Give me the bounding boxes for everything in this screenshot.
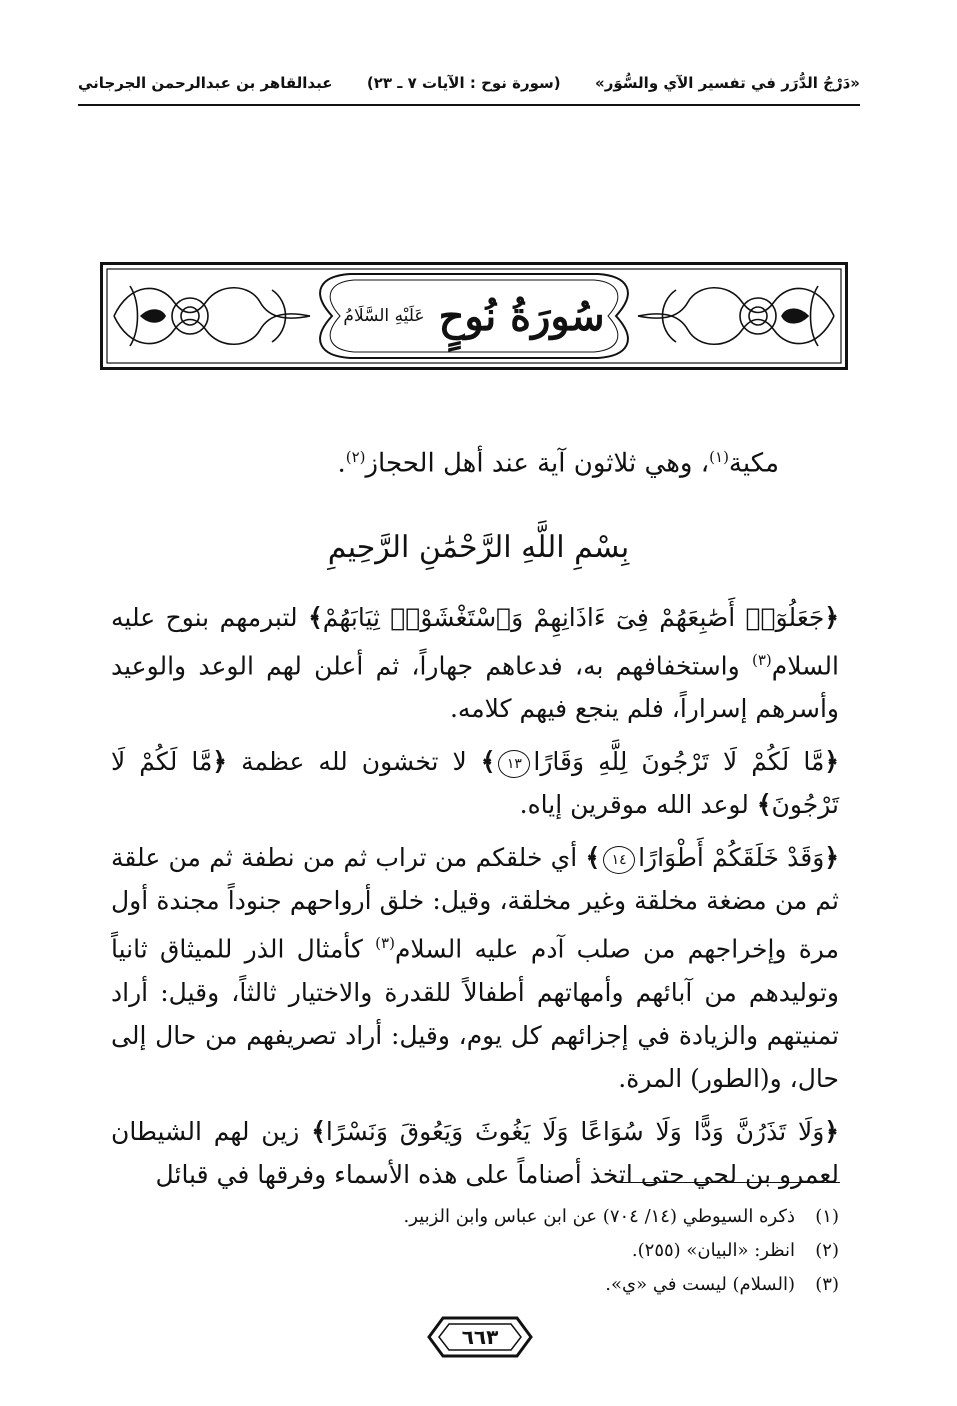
footnote-number: (٣) <box>815 1274 839 1295</box>
footnote-number: (١) <box>815 1206 839 1227</box>
quran-verse: مَّا لَكُمْ لَا تَرْجُونَ لِلَّهِ وَقَارًا <box>533 747 825 777</box>
footnote-rule <box>620 1182 840 1183</box>
quran-bracket-open: ﴿ <box>824 603 839 632</box>
intro-word: مكية <box>728 448 779 479</box>
quran-bracket-close: ﴾ <box>585 843 601 873</box>
footnote-text: (السلام) ليست في «ي». <box>605 1274 795 1295</box>
footnote-ref: (٣) <box>375 934 395 953</box>
quran-verse: جَعَلُوٓا۟ أَصَٰبِعَهُمْ فِىٓ ءَاذَانِهِمْ وَٱسْتَغْشَوْا۟ ثِيَابَهُمْ <box>322 603 825 632</box>
quran-verse: مَّا لَكُمْ لَا تَرْجُونَ <box>111 747 839 820</box>
quran-bracket-close: ﴾ <box>311 1116 326 1146</box>
paragraph <box>111 596 839 730</box>
quran-bracket-close: ﴾ <box>756 790 772 820</box>
quran-verse: وَلَا تَذَرُنَّ وَدًّا وَلَا سُوَاعًا وَلَا يَغُوثَ وَيَعُوقَ وَنَسْرًا <box>325 1116 825 1146</box>
page-number-ornament <box>425 1312 535 1362</box>
header-surah-range: (سورة نوح : الآيات ٧ ـ ٢٣) <box>366 74 561 92</box>
header-rule <box>78 104 860 106</box>
ayah-number: ١٣ <box>498 750 530 778</box>
commentary-text: كأمثال الذر للميثاق ثانياً وتوليدهم من آبائهم وأمهاتهم أطفالاً للقدرة والاختيار ثالثاً، وقيل: أراد تمنيتهم والزيادة في إجزائهم كل يوم، وقيل: أراد تصريفهم من حال إلى حال، و(الطور) المرة. <box>111 934 839 1093</box>
footnote-number: (٢) <box>815 1240 839 1261</box>
footnote <box>111 1234 839 1268</box>
commentary-text: لتبرمهم بنوح عليه السلام <box>111 603 839 681</box>
quran-bracket-open: ﴿ <box>212 747 228 777</box>
quran-bracket-open: ﴿ <box>824 747 839 777</box>
commentary-text: لا تخشون لله عظمة <box>227 747 481 777</box>
quran-bracket-close: ﴾ <box>308 603 323 632</box>
quran-bracket-open: ﴿ <box>824 1116 839 1146</box>
intro-end: . <box>337 448 346 479</box>
footnote-ref: (٣) <box>751 651 772 669</box>
basmala: بِسْمِ اللَّهِ الرَّحْمَٰنِ الرَّحِيمِ <box>327 530 630 565</box>
quran-bracket-close: ﴾ <box>480 747 496 777</box>
footnote <box>111 1268 839 1302</box>
running-header <box>78 66 860 100</box>
footnotes <box>111 1200 839 1302</box>
footnote-ref: (١) <box>709 448 729 466</box>
surah-title <box>330 278 618 354</box>
commentary-text: واستخفافهم به، فدعاهم جهاراً، ثم أعلن لهم الوعد والوعيد وأسرهم إسراراً، فلم ينجع فيهم كلامه. <box>111 651 839 724</box>
surah-honorific: عَلَيْهِ السَّلَامُ <box>343 306 425 326</box>
paragraph <box>111 836 839 1099</box>
commentary-text: لوعد الله موقرين إياه. <box>519 790 757 820</box>
commentary-body <box>111 596 839 1206</box>
page-number: ٦٦٣ <box>461 1325 499 1349</box>
quran-verse: وَقَدْ خَلَقَكُمْ أَطْوَارًا <box>638 843 825 873</box>
surah-title-frame <box>100 262 848 370</box>
quran-bracket-open: ﴿ <box>824 843 839 873</box>
surah-name: سُورَةُ نُوحٍ <box>438 292 605 340</box>
footnote-text: ذكره السيوطي (١٤/ ٧٠٤) عن ابن عباس وابن الزبير. <box>403 1206 795 1227</box>
header-author: عبدالقاهر بن عبدالرحمن الجرجاني <box>78 74 333 92</box>
ayah-number: ١٤ <box>603 846 635 874</box>
footnote-ref: (٢) <box>345 448 366 466</box>
intro-text: ، وهي ثلاثون آية عند أهل الحجاز <box>365 448 710 479</box>
paragraph <box>111 740 839 826</box>
footnote <box>111 1200 839 1234</box>
commentary-text: أي خلقكم من تراب ثم من نطفة ثم من علقة ثم من مضغة مخلقة وغير مخلقة، وقيل: خلق أرواحهم جنوداً مجندة أول مرة وإخراجهم من صلب آدم عليه السلام <box>111 843 839 964</box>
surah-intro <box>337 448 779 479</box>
commentary-text: زين لهم الشيطان لعمرو بن لحي حتى اتخذ أصناماً على هذه الأسماء وفرقها في قبائل <box>111 1116 839 1189</box>
footnote-text: انظر: «البيان» (٢٥٥). <box>631 1240 795 1261</box>
header-book-title: «دَرْجُ الدُّرَر في تفسير الآي والسُّوَر» <box>595 74 860 92</box>
